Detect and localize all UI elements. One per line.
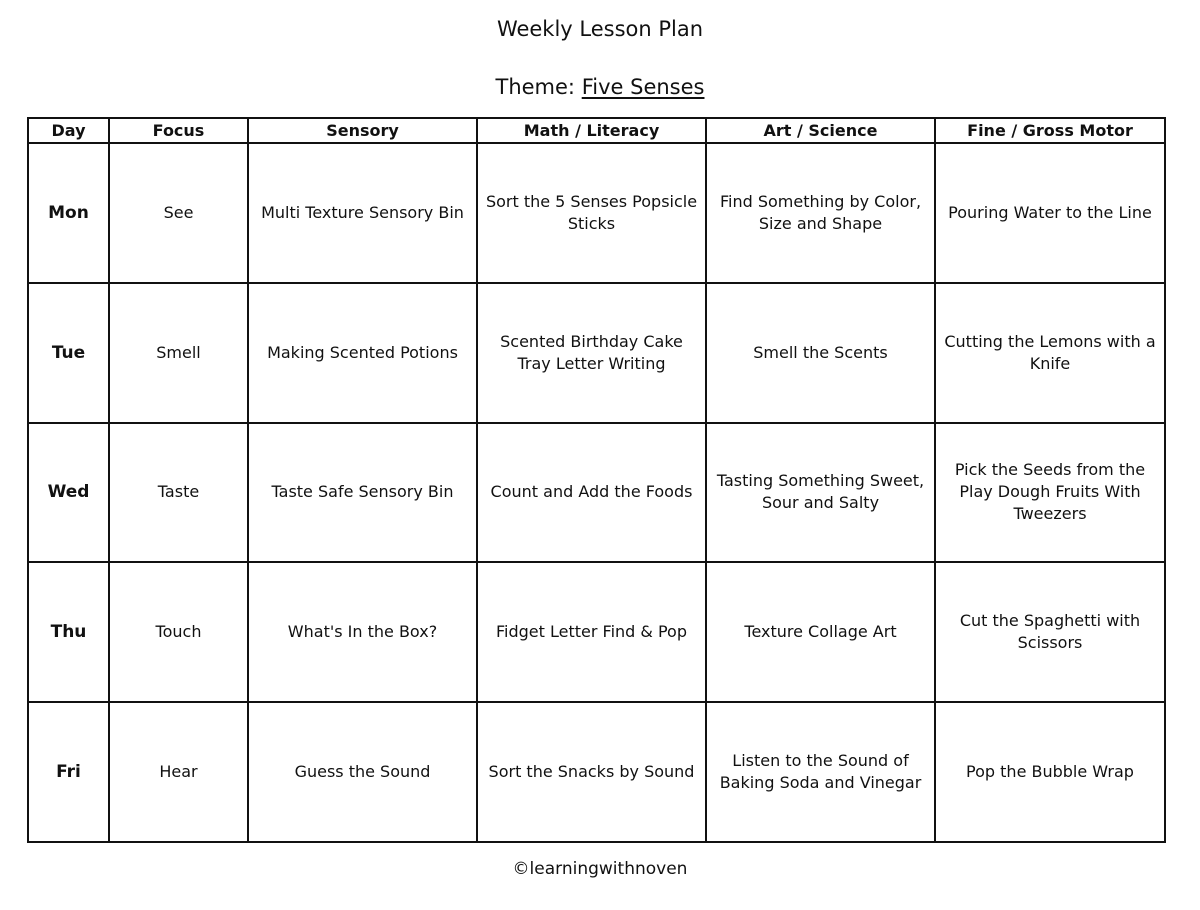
sensory-cell: What's In the Box? xyxy=(248,562,477,702)
sensory-cell: Making Scented Potions xyxy=(248,283,477,423)
theme-label: Theme: xyxy=(495,75,576,99)
table-header-row xyxy=(28,118,1165,143)
header-art-science: Art / Science xyxy=(706,118,935,143)
focus-cell: See xyxy=(109,143,248,283)
sensory-cell: Multi Texture Sensory Bin xyxy=(248,143,477,283)
header-day: Day xyxy=(28,118,109,143)
math-literacy-cell: Count and Add the Foods xyxy=(477,423,706,563)
header-focus: Focus xyxy=(109,118,248,143)
day-cell: Tue xyxy=(28,283,109,423)
art-science-cell: Listen to the Sound of Baking Soda and Vinegar xyxy=(706,702,935,842)
art-science-cell: Smell the Scents xyxy=(706,283,935,423)
lesson-plan-table xyxy=(27,117,1166,843)
page-title: Weekly Lesson Plan xyxy=(496,17,704,41)
math-literacy-cell: Sort the Snacks by Sound xyxy=(477,702,706,842)
motor-cell: Pouring Water to the Line xyxy=(935,143,1165,283)
table-row xyxy=(28,562,1165,702)
header-sensory: Sensory xyxy=(248,118,477,143)
focus-cell: Taste xyxy=(109,423,248,563)
table-row xyxy=(28,702,1165,842)
math-literacy-cell: Sort the 5 Senses Popsicle Sticks xyxy=(477,143,706,283)
math-literacy-cell: Fidget Letter Find & Pop xyxy=(477,562,706,702)
focus-cell: Hear xyxy=(109,702,248,842)
header-fine-gross-motor: Fine / Gross Motor xyxy=(935,118,1165,143)
sensory-cell: Guess the Sound xyxy=(248,702,477,842)
art-science-cell: Texture Collage Art xyxy=(706,562,935,702)
copyright-footer: ©learningwithnoven xyxy=(512,859,688,879)
day-cell: Fri xyxy=(28,702,109,842)
art-science-cell: Tasting Something Sweet, Sour and Salty xyxy=(706,423,935,563)
motor-cell: Pick the Seeds from the Play Dough Fruits With Tweezers xyxy=(935,423,1165,563)
day-cell: Thu xyxy=(28,562,109,702)
motor-cell: Pop the Bubble Wrap xyxy=(935,702,1165,842)
motor-cell: Cutting the Lemons with a Knife xyxy=(935,283,1165,423)
sensory-cell: Taste Safe Sensory Bin xyxy=(248,423,477,563)
focus-cell: Touch xyxy=(109,562,248,702)
table-row xyxy=(28,283,1165,423)
header-math-literacy: Math / Literacy xyxy=(477,118,706,143)
table-row xyxy=(28,143,1165,283)
day-cell: Wed xyxy=(28,423,109,563)
theme-line xyxy=(0,72,1200,102)
table-row xyxy=(28,423,1165,563)
day-cell: Mon xyxy=(28,143,109,283)
motor-cell: Cut the Spaghetti with Scissors xyxy=(935,562,1165,702)
focus-cell: Smell xyxy=(109,283,248,423)
theme-value: Five Senses xyxy=(581,75,705,99)
math-literacy-cell: Scented Birthday Cake Tray Letter Writing xyxy=(477,283,706,423)
art-science-cell: Find Something by Color, Size and Shape xyxy=(706,143,935,283)
